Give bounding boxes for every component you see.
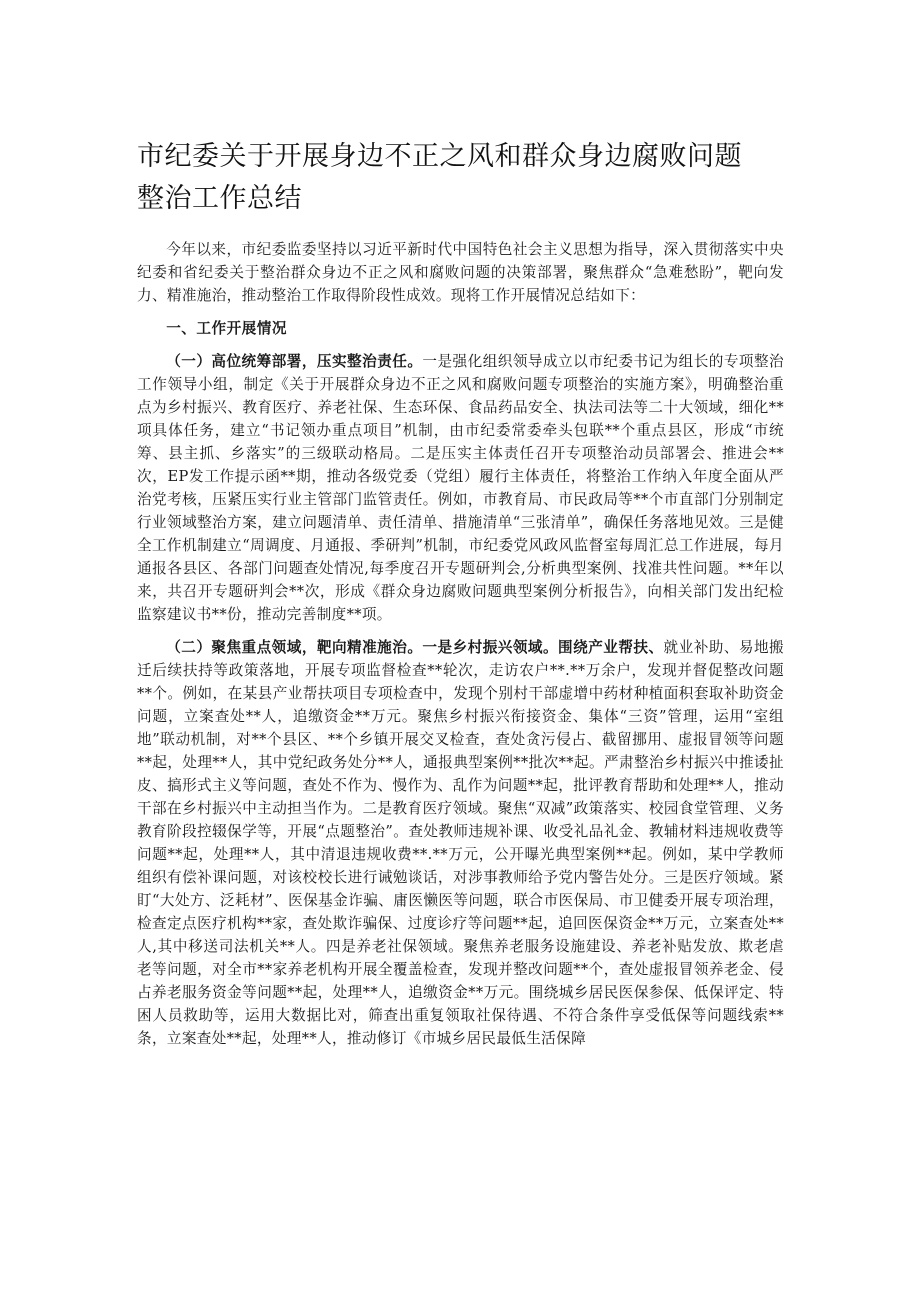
section-2-paragraph	[137, 636, 784, 1050]
section-heading: 一、工作开展情况	[166, 320, 287, 337]
section-2-lead: 一是乡村振兴领域。围绕产业帮扶、	[422, 639, 664, 656]
section-1-paragraph	[137, 350, 784, 626]
document-title	[137, 136, 784, 220]
section-2-body: 就业补助、易地搬迁后续扶持等政策落地，开展专项监督检查**轮次，走访农户**.**万余户，发现并督促整改问题**个。例如，在某县产业帮扶项目专项检查中，发现个别村干部虚增中药材种植面积套取补助资金问题，立案查处**人，追缴资金**万元。聚焦乡村振兴衔接资金、集体“三资”管理，运用“室组地”联动机制，对**个县区、**个乡镇开展交叉检查，查处贪污侵占、截留挪用、虚报冒领等问题**起，处理**人，其中党纪政务处分**人，通报典型案例**批次**起。严肃整治乡村振兴中推诿扯皮、搞形式主义等问题，查处不作为、慢作为、乱作为问题**起，批评教育帮助和处理**人，推动干部在乡村振兴中主动担当作为。二是教育医疗领域。聚焦“双减”政策落实、校园食堂管理、义务教育阶段控辍保学等，开展“点题整治”。查处教师违规补课、收受礼品礼金、教辅材料违规收费等问题**起，处理**人，其中清退违规收费**.**万元，公开曝光典型案例**起。例如，某中学教师组织有偿补课问题，对该校校长进行诫勉谈话，对涉事教师给予党内警告处分。三是医疗领域。紧盯“大处方、泛耗材”、医保基金诈骗、庸医懒医等问题，联合市医保局、市卫健委开展专项治理，检查定点医疗机构**家，查处欺诈骗保、过度诊疗等问题**起，追回医保资金**万元，立案查处**人,其中移送司法机关**人。四是养老社保领域。聚焦养老服务设施建设、养老补贴发放、欺老虐老等问题，对全市**家养老机构开展全覆盖检查，发现并整改问题**个，查处虚报冒领养老金、侵占养老服务资金等问题**起，处理**人，追缴资金**万元。围绕城乡居民医保参保、低保评定、特困人员救助等，运用大数据比对，筛查出重复领取社保待遇、不符合条件享受低保等问题线索**条，立案查处**起，处理**人，推动修订《市城乡居民最低生活保障	[137, 639, 784, 1047]
section-1-body: 一是强化组织领导成立以市纪委书记为组长的专项整治工作领导小组，制定《关于开展群众身边不正之风和腐败问题专项整治的实施方案》，明确整治重点为乡村振兴、教育医疗、养老社保、生态环保、食品药品安全、执法司法等二十大领域，细化**项具体任务，建立“书记领办重点项目”机制，由市纪委常委牵头包联**个重点县区，形成“市统筹、县主抓、乡落实”的三级联动格局。二是压实主体责任召开专项整治动员部署会、推进会**次，EP发工作提示函**期，推动各级党委（党组）履行主体责任，将整治工作纳入年度全面从严治党考核，压紧压实行业主管部门监管责任。例如，市教育局、市民政局等**个市直部门分别制定行业领域整治方案，建立问题清单、责任清单、措施清单“三张清单”，确保任务落地见效。三是健全工作机制建立“周调度、月通报、季研判”机制，市纪委党风政风监督室每周汇总工作进展，每月通报各县区、各部门问题查处情况,每季度召开专题研判会,分析典型案例、找准共性问题。**年以来，共召开专题研判会**次，形成《群众身边腐败问题典型案例分析报告》，向相关部门发出纪检监察建议书**份，推动完善制度**项。	[137, 353, 784, 623]
section-1-heading: （一）高位统筹部署，压实整治责任。	[166, 353, 423, 370]
section-2-heading: （二）聚焦重点领域，靶向精准施治。	[166, 639, 423, 656]
intro-paragraph: 今年以来，市纪委监委坚持以习近平新时代中国特色社会主义思想为指导，深入贯彻落实中央纪委和省纪委关于整治群众身边不正之风和腐败问题的决策部署，聚焦群众“急难愁盼”，靶向发力、精准施治，推动整治工作取得阶段性成效。现将工作开展情况总结如下：	[137, 241, 784, 304]
title-line-2: 整治工作总结	[137, 183, 302, 214]
title-line-1: 市纪委关于开展身边不正之风和群众身边腐败问题	[137, 141, 742, 172]
